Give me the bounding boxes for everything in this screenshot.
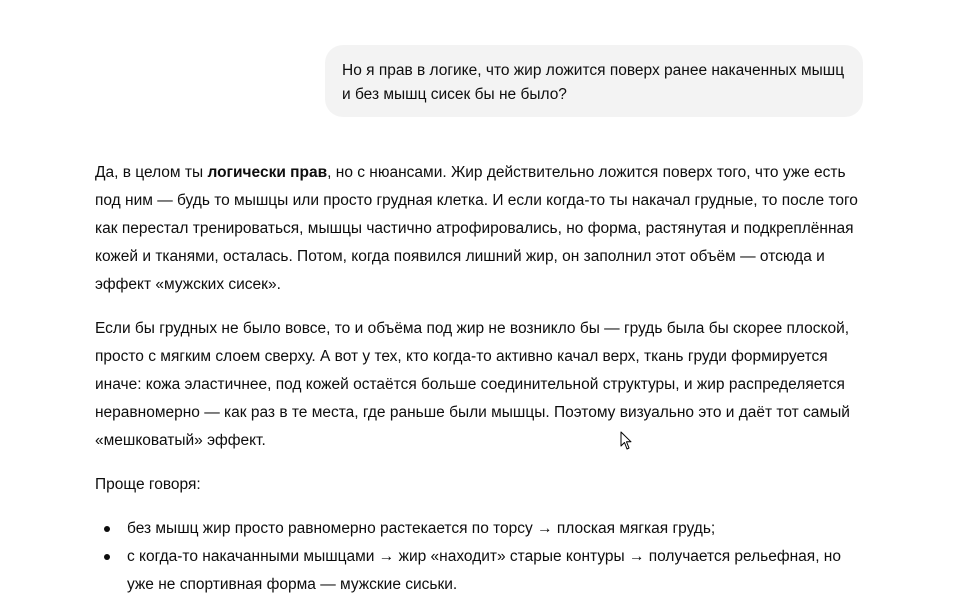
assistant-paragraph-1	[95, 159, 865, 299]
bullet-dot-icon	[104, 554, 110, 560]
assistant-paragraph-1-end: , но с нюансами. Жир действительно ложится поверх того, что уже есть под ним — будь то мышцы или просто грудная клетка. И если когда-то ты накачал грудные, то после того как перестал тренироваться, мышцы частично атрофировались, но форма, растянутая и подкреплённая кожей и тканями, осталась. Потом, когда появился лишний жир, он заполнил этот объём — отсюда и эффект «мужских сисек».	[95, 164, 858, 293]
assistant-paragraph-1-start: Да, в целом ты	[95, 164, 208, 181]
user-message-text: Но я прав в логике, что жир ложится поверх ранее накаченных мышц и без мышц сисек бы не было?	[342, 62, 845, 103]
list-item	[95, 543, 865, 599]
list-item	[95, 515, 865, 543]
user-message-bubble	[325, 45, 863, 117]
bullet-dot-icon	[104, 526, 110, 532]
mouse-pointer-icon	[620, 431, 632, 451]
assistant-message	[95, 159, 865, 599]
assistant-paragraph-2: Если бы грудных не было вовсе, то и объёма под жир не возникло бы — грудь была бы скорее плоской, просто с мягким слоем сверху. А вот у тех, кто когда-то активно качал верх, ткань груди формируется иначе: кожа эластичнее, под кожей остаётся больше соединительной структуры, и жир распределяется неравномерно — как раз в те места, где раньше были мышцы. Поэтому визуально это и даёт тот самый «мешковатый» эффект.	[95, 320, 850, 449]
list-item-text: с когда-то накачанными мышцами → жир «находит» старые контуры → получается рельефная, но уже не спортивная форма — мужские сиськи.	[127, 548, 841, 593]
list-item-text: без мышц жир просто равномерно растекается по торсу → плоская мягкая грудь;	[127, 520, 716, 537]
assistant-bullet-list	[95, 515, 865, 599]
assistant-paragraph-3: Проще говоря:	[95, 476, 201, 493]
assistant-paragraph-1-bold: логически прав	[207, 164, 328, 181]
